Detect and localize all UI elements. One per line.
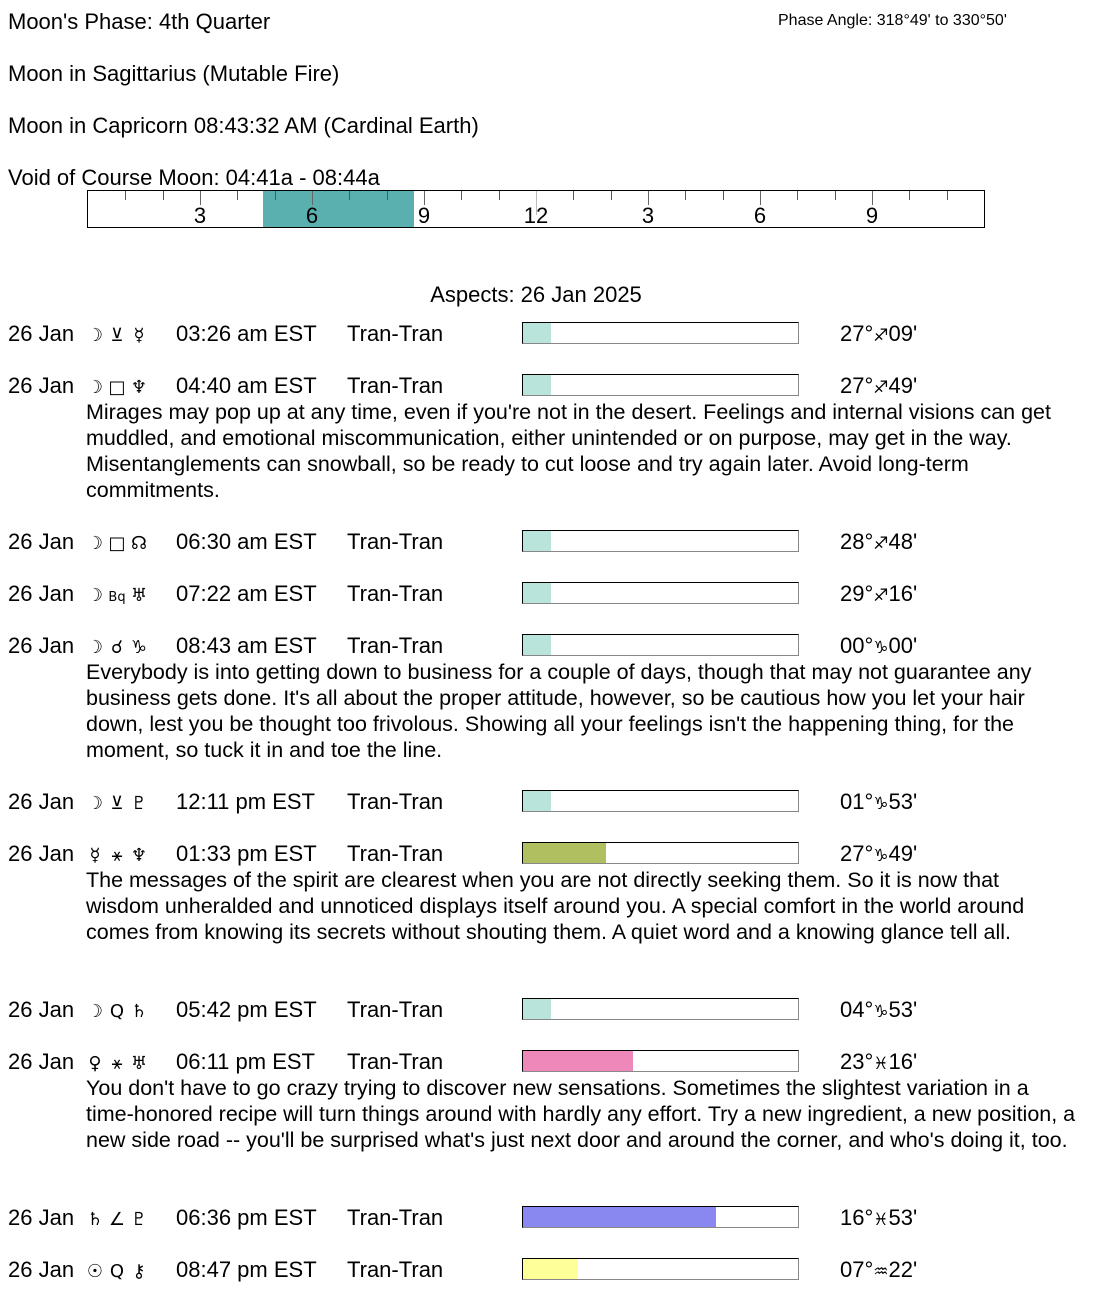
planet-2-icon: ♅ xyxy=(130,1053,148,1074)
moon-ingress: Moon in Capricorn 08:43:32 AM (Cardinal Earth) xyxy=(8,113,479,138)
aspect-glyphs xyxy=(84,1051,176,1077)
hour-tick xyxy=(125,191,126,200)
planet-1-icon: ☉ xyxy=(86,1261,104,1282)
aspect-strength-bar xyxy=(522,1258,799,1280)
hour-tick xyxy=(947,191,948,200)
hour-tick xyxy=(723,191,724,200)
aspect-row xyxy=(8,321,443,349)
degree: 29° xyxy=(840,581,874,606)
hour-label: 3 xyxy=(193,203,207,228)
aspect-kind: Tran-Tran xyxy=(347,841,444,866)
hour-tick xyxy=(797,191,798,200)
aspect-row xyxy=(8,373,443,401)
aspect-glyphs xyxy=(84,791,176,817)
aspect-position xyxy=(840,581,917,609)
aspect-row xyxy=(8,1257,443,1285)
aspect-strength-fill xyxy=(523,843,606,863)
aspect-row xyxy=(8,841,443,869)
degree: 27° xyxy=(840,841,874,866)
aspects-title: Aspects: 26 Jan 2025 xyxy=(430,282,642,307)
planet-1-icon: ☽ xyxy=(86,1001,104,1022)
degree: 04° xyxy=(840,997,874,1022)
aspect-glyphs xyxy=(84,375,176,401)
planet-1-icon: ☽ xyxy=(86,585,104,606)
aspect-position xyxy=(840,841,917,869)
aspect-date: 26 Jan xyxy=(8,373,75,398)
zodiac-sign-icon: ♒ xyxy=(873,1262,889,1282)
aspect-date: 26 Jan xyxy=(8,633,75,658)
aspect-row xyxy=(8,997,443,1025)
aspect-strength-fill xyxy=(523,531,551,551)
zodiac-sign-icon: ♐ xyxy=(873,586,889,606)
degree: 01° xyxy=(840,789,874,814)
zodiac-sign-icon: ♑ xyxy=(873,846,889,866)
hour-tick xyxy=(237,191,238,200)
degree: 27° xyxy=(840,321,874,346)
zodiac-sign-icon: ♓ xyxy=(873,1210,889,1230)
zodiac-sign-icon: ♑ xyxy=(873,794,889,814)
aspect-strength-bar xyxy=(522,790,799,812)
aspect-strength-bar xyxy=(522,530,799,552)
aspect-strength-fill xyxy=(523,323,551,343)
phase-angle: Phase Angle: 318°49' to 330°50' xyxy=(778,12,1007,29)
hour-label: 9 xyxy=(865,203,879,228)
planet-2-icon: ⚷ xyxy=(132,1261,146,1282)
aspect-icon: ⊻ xyxy=(110,325,124,346)
aspect-glyphs xyxy=(84,583,176,611)
aspect-date: 26 Jan xyxy=(8,529,75,554)
minutes: 49' xyxy=(888,841,918,866)
aspect-icon: □ xyxy=(108,533,126,554)
minutes: 53' xyxy=(888,789,918,814)
aspect-strength-bar xyxy=(522,582,799,604)
aspect-kind: Tran-Tran xyxy=(347,529,444,554)
aspect-strength-fill xyxy=(523,791,551,811)
aspect-kind: Tran-Tran xyxy=(347,633,444,658)
planet-1-icon: ☽ xyxy=(86,377,104,398)
aspect-icon: Q xyxy=(109,1261,125,1282)
aspect-time: 08:47 pm EST xyxy=(176,1257,317,1282)
aspect-description: The messages of the spirit are clearest when you are not directly seeking them. So it is now that wisdom unheralded and unnoticed displays itself around you. A special comfort in the world around comes from knowing its secrets without shouting them. A quiet word and a knowing glance tell all. xyxy=(86,868,1025,944)
aspect-strength-fill xyxy=(523,1259,578,1279)
moon-phase: Moon's Phase: 4th Quarter xyxy=(8,9,271,34)
aspect-time: 01:33 pm EST xyxy=(176,841,317,866)
hour-label: 12 xyxy=(523,203,549,228)
aspect-position xyxy=(840,529,917,557)
aspect-strength-fill xyxy=(523,1051,633,1071)
degree: 00° xyxy=(840,633,874,658)
aspect-glyphs xyxy=(84,635,176,661)
aspect-strength-bar xyxy=(522,322,799,344)
hour-tick xyxy=(163,191,164,200)
aspect-glyphs xyxy=(84,1207,176,1233)
void-of-course: Void of Course Moon: 04:41a - 08:44a xyxy=(8,165,380,190)
degree: 16° xyxy=(840,1205,874,1230)
aspect-date: 26 Jan xyxy=(8,789,75,814)
aspect-kind: Tran-Tran xyxy=(347,1049,444,1074)
hour-tick xyxy=(461,191,462,200)
aspect-position xyxy=(840,1049,917,1077)
aspect-time: 12:11 pm EST xyxy=(176,789,315,814)
aspect-kind: Tran-Tran xyxy=(347,789,444,814)
aspect-glyphs xyxy=(84,531,176,557)
degree: 07° xyxy=(840,1257,874,1282)
aspect-row xyxy=(8,633,443,661)
minutes: 49' xyxy=(888,373,918,398)
planet-1-icon: ☿ xyxy=(89,845,101,866)
aspect-icon: ☌ xyxy=(110,637,124,658)
planet-2-icon: ♅ xyxy=(130,585,148,606)
hour-tick xyxy=(387,191,388,200)
minutes: 00' xyxy=(888,633,918,658)
hour-tick xyxy=(685,191,686,200)
planet-2-icon: ♆ xyxy=(130,377,148,398)
aspect-icon: ∠ xyxy=(108,1209,126,1230)
aspect-icon: Bq xyxy=(108,590,126,605)
aspect-row xyxy=(8,529,443,557)
aspect-kind: Tran-Tran xyxy=(347,1205,444,1230)
zodiac-sign-icon: ♑ xyxy=(873,1002,889,1022)
aspect-icon: ⊻ xyxy=(110,793,124,814)
aspect-position xyxy=(840,633,917,661)
aspect-row xyxy=(8,581,443,611)
aspect-date: 26 Jan xyxy=(8,841,75,866)
minutes: 16' xyxy=(888,1049,918,1074)
hour-label: 6 xyxy=(753,203,767,228)
aspect-strength-bar xyxy=(522,1050,799,1072)
degree: 23° xyxy=(840,1049,874,1074)
aspect-kind: Tran-Tran xyxy=(347,581,444,606)
aspect-date: 26 Jan xyxy=(8,1049,75,1074)
planet-1-icon: ♄ xyxy=(86,1209,104,1230)
aspect-kind: Tran-Tran xyxy=(347,321,444,346)
aspect-time: 07:22 am EST xyxy=(176,581,317,606)
planet-2-icon: ♇ xyxy=(130,1209,148,1230)
hour-tick xyxy=(573,191,574,200)
aspect-strength-bar xyxy=(522,1206,799,1228)
planet-1-icon: ☽ xyxy=(86,533,104,554)
aspect-time: 08:43 am EST xyxy=(176,633,317,658)
hour-tick xyxy=(349,191,350,200)
aspect-position xyxy=(840,789,917,817)
zodiac-sign-icon: ♐ xyxy=(873,378,889,398)
aspect-strength-bar xyxy=(522,374,799,396)
aspect-row xyxy=(8,1049,443,1077)
aspect-position xyxy=(840,373,917,401)
planet-2-icon: ☿ xyxy=(133,325,145,346)
aspect-strength-bar xyxy=(522,634,799,656)
aspect-date: 26 Jan xyxy=(8,1257,75,1282)
zodiac-sign-icon: ♓ xyxy=(873,1054,889,1074)
hour-tick xyxy=(611,191,612,200)
minutes: 22' xyxy=(888,1257,918,1282)
void-period-fill xyxy=(263,191,414,227)
aspect-kind: Tran-Tran xyxy=(347,373,444,398)
planet-2-icon: ♑ xyxy=(130,637,148,658)
aspect-glyphs xyxy=(84,843,176,869)
aspect-date: 26 Jan xyxy=(8,581,75,606)
hour-tick xyxy=(835,191,836,200)
aspect-position xyxy=(840,997,917,1025)
aspect-kind: Tran-Tran xyxy=(347,997,444,1022)
aspect-glyphs xyxy=(84,999,176,1025)
aspect-time: 03:26 am EST xyxy=(176,321,317,346)
aspect-glyphs xyxy=(84,323,176,349)
minutes: 53' xyxy=(888,997,918,1022)
aspect-date: 26 Jan xyxy=(8,1205,75,1230)
aspect-strength-bar xyxy=(522,842,799,864)
moon-sign: Moon in Sagittarius (Mutable Fire) xyxy=(8,61,340,86)
aspect-description: You don't have to go crazy trying to discover new sensations. Sometimes the slightest variation in a time-honored recipe will turn things around with hardly any effort. Try a new ingredient, a new position, a new side road -- you'll be surprised what's just next door and around the corner, and who's doing it, too. xyxy=(86,1076,1076,1152)
minutes: 53' xyxy=(888,1205,918,1230)
planet-1-icon: ☽ xyxy=(86,637,104,658)
aspect-kind: Tran-Tran xyxy=(347,1257,444,1282)
planet-1-icon: ☽ xyxy=(86,793,104,814)
void-of-course-timeline xyxy=(87,190,985,228)
hour-label: 9 xyxy=(417,203,431,228)
aspect-strength-bar xyxy=(522,998,799,1020)
aspect-row xyxy=(8,789,443,817)
degree: 28° xyxy=(840,529,874,554)
hour-label: 6 xyxy=(305,203,319,228)
degree: 27° xyxy=(840,373,874,398)
planet-1-icon: ☽ xyxy=(86,325,104,346)
aspect-glyphs xyxy=(84,1259,176,1285)
aspect-icon: ⚹ xyxy=(111,845,123,866)
minutes: 16' xyxy=(888,581,918,606)
aspect-date: 26 Jan xyxy=(8,321,75,346)
aspect-time: 06:30 am EST xyxy=(176,529,317,554)
zodiac-sign-icon: ♐ xyxy=(873,326,889,346)
aspect-description: Mirages may pop up at any time, even if you're not in the desert. Feelings and internal visions can get muddled, and emotional miscommunication, either unintended or on purpose, may get in the way. Misentanglements can snowball, so be ready to cut loose and try again later. Avoid long-term commitments. xyxy=(86,400,1051,502)
planet-1-icon: ♀ xyxy=(88,1053,102,1074)
aspect-row xyxy=(8,1205,443,1233)
planet-2-icon: ♄ xyxy=(130,1001,148,1022)
aspect-position xyxy=(840,1205,917,1233)
planet-2-icon: ☊ xyxy=(131,533,147,554)
aspect-strength-fill xyxy=(523,375,551,395)
aspect-position xyxy=(840,321,917,349)
aspect-time: 05:42 pm EST xyxy=(176,997,317,1022)
zodiac-sign-icon: ♑ xyxy=(873,638,889,658)
aspect-description: Everybody is into getting down to business for a couple of days, though that may not guarantee any business gets done. It's all about the proper attitude, however, so be cautious how you let your hair down, lest you be thought too frivolous. Showing all your feelings isn't the happening thing, for the moment, so tuck it in and toe the line. xyxy=(86,660,1032,762)
hour-tick xyxy=(499,191,500,200)
hour-label: 3 xyxy=(641,203,655,228)
planet-2-icon: ♇ xyxy=(130,793,148,814)
aspect-time: 06:36 pm EST xyxy=(176,1205,317,1230)
minutes: 48' xyxy=(888,529,918,554)
aspect-strength-fill xyxy=(523,635,551,655)
aspect-icon: ⚹ xyxy=(111,1053,123,1074)
aspect-icon: □ xyxy=(108,377,126,398)
hour-tick xyxy=(275,191,276,200)
aspect-strength-fill xyxy=(523,583,551,603)
aspect-date: 26 Jan xyxy=(8,997,75,1022)
zodiac-sign-icon: ♐ xyxy=(873,534,889,554)
aspect-strength-fill xyxy=(523,999,551,1019)
aspect-icon: Q xyxy=(109,1001,125,1022)
planet-2-icon: ♆ xyxy=(130,845,148,866)
aspect-time: 06:11 pm EST xyxy=(176,1049,315,1074)
aspect-strength-fill xyxy=(523,1207,716,1227)
hour-tick xyxy=(909,191,910,200)
aspect-position xyxy=(840,1257,917,1285)
aspect-time: 04:40 am EST xyxy=(176,373,317,398)
minutes: 09' xyxy=(888,321,918,346)
